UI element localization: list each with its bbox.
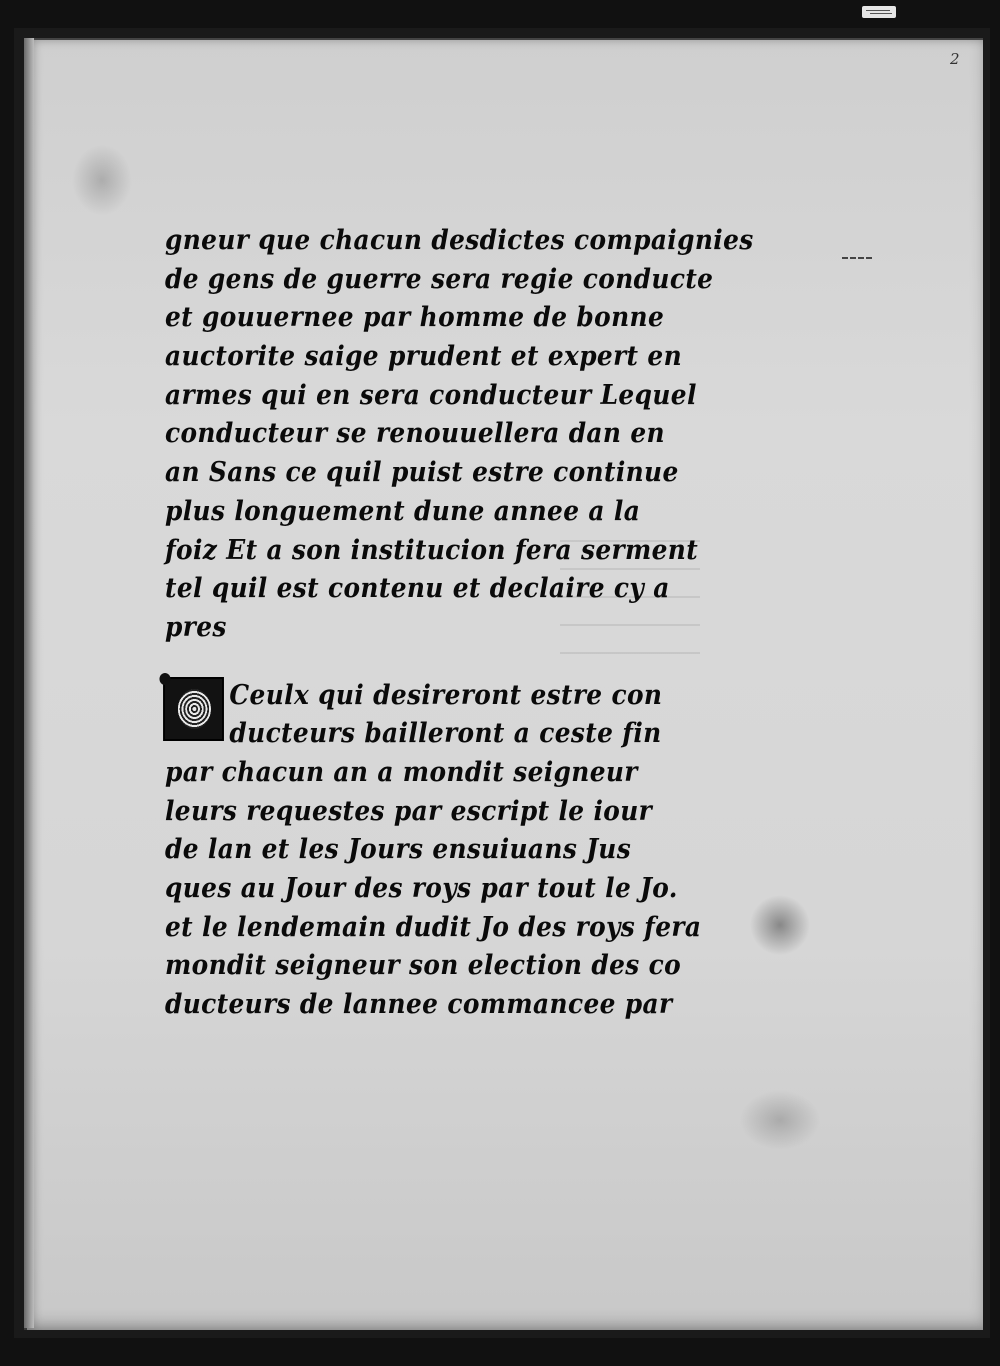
paragraph-1 xyxy=(165,222,754,648)
text-line: plus longuement dune annee a la xyxy=(165,495,641,527)
text-line: pres xyxy=(165,611,227,643)
text-line: de lan et les Jours ensuiuans Jus xyxy=(165,834,632,866)
text-line: armes qui en sera conducteur Lequel xyxy=(165,379,697,411)
text-line: conducteur se renouuellera dan en xyxy=(165,418,665,450)
text-line: Ceulx qui desireront estre con xyxy=(229,679,663,711)
text-line: et gouuernee par homme de bonne xyxy=(165,302,665,334)
page-gutter xyxy=(24,38,34,1328)
stain xyxy=(72,145,132,215)
text-line: et le lendemain dudit Jo des roys fera xyxy=(165,911,702,943)
text-line: auctorite saige prudent et expert en xyxy=(165,341,683,373)
text-block xyxy=(165,222,754,1025)
text-line: ducteurs bailleront a ceste fin xyxy=(229,718,662,750)
text-line: mondit seigneur son election des co xyxy=(165,950,682,982)
paragraph-2 xyxy=(165,677,702,1025)
text-line: gneur que chacun desdictes compaignies xyxy=(165,225,754,256)
text-line: de gens de guerre sera regie conducte xyxy=(165,263,714,295)
text-line: ques au Jour des roys par tout le Jo. xyxy=(165,873,678,904)
stain xyxy=(750,895,810,955)
text-line: leurs requestes par escript le iour xyxy=(165,795,653,827)
text-line: foiz Et a son institucion fera serment xyxy=(165,534,699,566)
text-line: tel quil est contenu et declaire cy a xyxy=(165,573,670,605)
text-line: ducteurs de lannee commancee par xyxy=(165,989,673,1021)
text-line: an Sans ce quil puist estre continue xyxy=(165,457,679,489)
folio-number: 2 xyxy=(950,50,960,68)
stain xyxy=(740,1090,820,1150)
decorated-initial-icon xyxy=(163,677,224,741)
text-line: par chacun an a mondit seigneur xyxy=(165,756,638,788)
archive-tab xyxy=(862,6,896,18)
margin-mark xyxy=(842,257,872,261)
